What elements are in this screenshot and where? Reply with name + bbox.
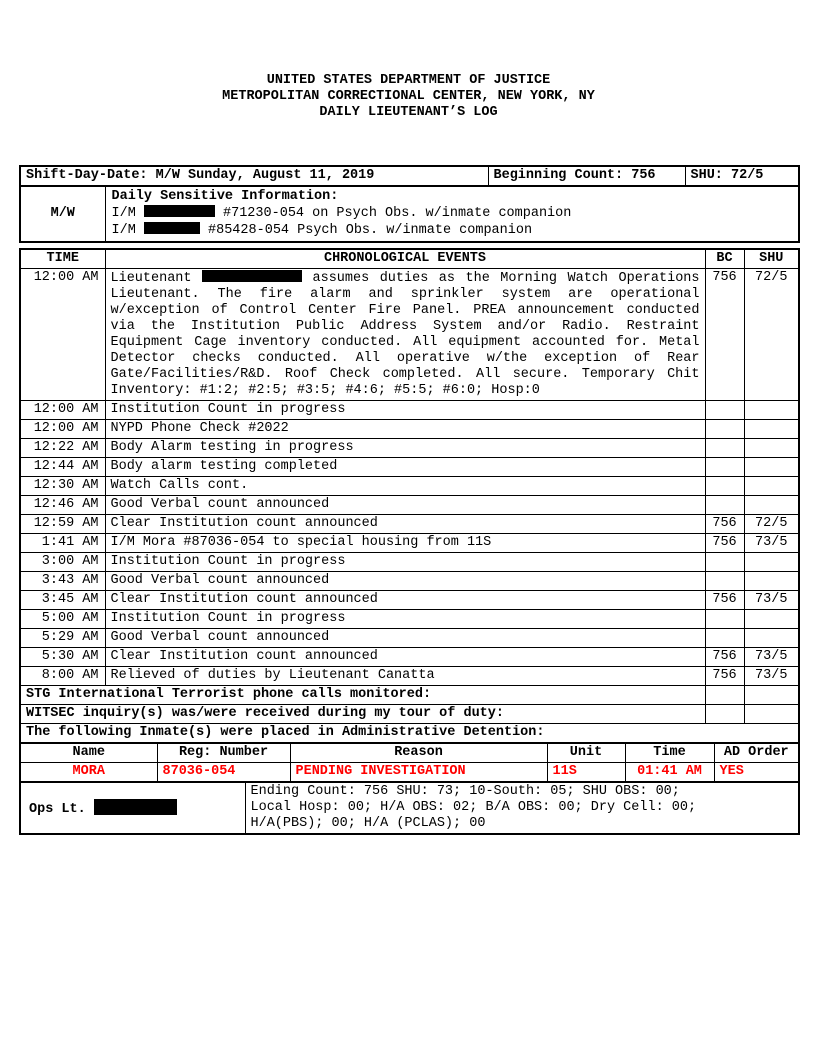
event-text: Body Alarm testing in progress — [105, 439, 705, 458]
event-bc — [705, 629, 744, 648]
sensitive-title: Daily Sensitive Information: — [111, 189, 339, 204]
event-text: Good Verbal count announced — [105, 496, 705, 515]
sensitive-info-row — [20, 186, 799, 242]
event-text: Institution Count in progress — [105, 553, 705, 572]
event-row — [20, 477, 799, 496]
event-shu — [744, 458, 799, 477]
event-bc: 756 — [705, 591, 744, 610]
ending-count-line-2: Local Hosp: 00; H/A OBS: 02; B/A OBS: 00; Dry Cell: 00; — [250, 800, 697, 815]
event-text: Clear Institution count announced — [105, 515, 705, 534]
event-row — [20, 648, 799, 667]
event-text: Clear Institution count announced — [105, 591, 705, 610]
signature-footer-table — [19, 781, 800, 835]
event-row — [20, 439, 799, 458]
event-shu — [744, 477, 799, 496]
detention-header-reason: Reason — [290, 743, 547, 763]
event-time: 12:00 AM — [20, 269, 105, 401]
detention-header-reg: Reg: Number — [157, 743, 290, 763]
sensitive-line: I/M #85428-054 Psych Obs. w/inmate companion — [111, 223, 533, 238]
event-bc: 756 — [705, 515, 744, 534]
shift-day-date: Shift-Day-Date: M/W Sunday, August 11, 2019 — [20, 166, 488, 186]
watch-code: M/W — [20, 186, 105, 242]
event-row — [20, 629, 799, 648]
event-row — [20, 401, 799, 420]
detention-time: 01:41 AM — [625, 763, 714, 783]
event-text: NYPD Phone Check #2022 — [105, 420, 705, 439]
event-time: 12:30 AM — [20, 477, 105, 496]
event-text: I/M Mora #87036-054 to special housing from 11S — [105, 534, 705, 553]
admin-detention-heading-row — [20, 724, 799, 744]
event-shu — [744, 610, 799, 629]
event-text: Lieutenant assumes duties as the Morning Watch Operations Lieutenant. The fire alarm and sprinkler system are operational w/exception of Control Center Fire Panel. PREA announcement conducted via the Institution Public Address System and/or Radio. Restraint Equipment Cage inventory conducted. All equipment accounted for. Metal Detector checks conducted. All operative w/the exception of Rear Gate/Facilities/R&D. Roof Check completed. All secure. Temporary Chit Inventory: #1:2; #2:5; #3:5; #4:6; #5:5; #6:0; Hosp:0 — [105, 269, 705, 401]
ending-count-summary — [245, 782, 799, 834]
event-bc: 756 — [705, 269, 744, 401]
event-time: 3:43 AM — [20, 572, 105, 591]
header-facility: METROPOLITAN CORRECTIONAL CENTER, NEW YORK, NY — [222, 89, 595, 104]
event-bc: 756 — [705, 534, 744, 553]
event-row — [20, 610, 799, 629]
chronological-events-table — [19, 248, 800, 744]
event-row — [20, 572, 799, 591]
events-header-row — [20, 249, 799, 269]
event-shu: 72/5 — [744, 515, 799, 534]
admin-detention-heading: The following Inmate(s) were placed in Administrative Detention: — [20, 724, 799, 744]
events-header-time: TIME — [20, 249, 105, 269]
detention-header-ad-order: AD Order — [714, 743, 799, 763]
event-bc: 756 — [705, 648, 744, 667]
detention-row — [20, 763, 799, 783]
event-text: Good Verbal count announced — [105, 629, 705, 648]
event-time: 12:00 AM — [20, 420, 105, 439]
shift-info-row — [20, 166, 799, 186]
events-body — [20, 269, 799, 686]
event-time: 8:00 AM — [20, 667, 105, 686]
event-row — [20, 667, 799, 686]
event-bc — [705, 572, 744, 591]
redaction-box — [94, 799, 177, 815]
event-shu — [744, 629, 799, 648]
event-row — [20, 515, 799, 534]
event-shu: 73/5 — [744, 667, 799, 686]
event-time: 5:29 AM — [20, 629, 105, 648]
stg-monitored-row — [20, 686, 799, 705]
event-text: Body alarm testing completed — [105, 458, 705, 477]
event-row — [20, 534, 799, 553]
event-text: Watch Calls cont. — [105, 477, 705, 496]
events-header-events: CHRONOLOGICAL EVENTS — [105, 249, 705, 269]
events-header-shu: SHU — [744, 249, 799, 269]
event-text: Clear Institution count announced — [105, 648, 705, 667]
event-time: 5:00 AM — [20, 610, 105, 629]
event-time: 12:46 AM — [20, 496, 105, 515]
events-header-bc: BC — [705, 249, 744, 269]
event-row — [20, 591, 799, 610]
detention-reason: PENDING INVESTIGATION — [290, 763, 547, 783]
event-text: Good Verbal count announced — [105, 572, 705, 591]
ops-lt-label: Ops Lt. — [29, 801, 86, 817]
event-bc: 756 — [705, 667, 744, 686]
event-bc — [705, 458, 744, 477]
header-doc-title: DAILY LIEUTENANT’S LOG — [319, 105, 498, 120]
sensitive-lines — [112, 205, 793, 239]
witsec-inquiry-row — [20, 705, 799, 724]
sensitive-info-cell — [105, 186, 799, 242]
event-shu — [744, 420, 799, 439]
event-bc — [705, 553, 744, 572]
witsec-shu-cell — [744, 705, 799, 724]
beginning-count: Beginning Count: 756 — [488, 166, 685, 186]
header-agency: UNITED STATES DEPARTMENT OF JUSTICE — [266, 73, 551, 88]
event-bc — [705, 420, 744, 439]
detention-inmate-name: MORA — [20, 763, 157, 783]
sensitive-line: I/M #71230-054 on Psych Obs. w/inmate companion — [111, 206, 572, 221]
witsec-inquiry-label: WITSEC inquiry(s) was/were received during my tour of duty: — [20, 705, 705, 724]
event-shu — [744, 439, 799, 458]
witsec-bc-cell — [705, 705, 744, 724]
event-shu: 73/5 — [744, 534, 799, 553]
ending-count-line-3: H/A(PBS); 00; H/A (PCLAS); 00 — [250, 816, 486, 831]
shu-count: SHU: 72/5 — [685, 166, 799, 186]
event-shu — [744, 553, 799, 572]
detention-ad-order: YES — [714, 763, 799, 783]
event-bc — [705, 477, 744, 496]
shift-info-table — [19, 165, 800, 187]
detention-header-name: Name — [20, 743, 157, 763]
event-bc — [705, 496, 744, 515]
event-time: 12:59 AM — [20, 515, 105, 534]
ops-lieutenant-signature — [20, 782, 245, 834]
footer-row — [20, 782, 799, 834]
event-bc — [705, 610, 744, 629]
redaction-box — [202, 270, 302, 282]
detention-header-unit: Unit — [547, 743, 625, 763]
event-bc — [705, 401, 744, 420]
detention-reg-number: 87036-054 — [157, 763, 290, 783]
event-row — [20, 420, 799, 439]
stg-shu-cell — [744, 686, 799, 705]
event-time: 1:41 AM — [20, 534, 105, 553]
event-shu — [744, 496, 799, 515]
redaction-box — [144, 205, 215, 217]
event-row — [20, 269, 799, 401]
event-shu: 72/5 — [744, 269, 799, 401]
event-time: 3:45 AM — [20, 591, 105, 610]
event-row — [20, 553, 799, 572]
detention-header-row — [20, 743, 799, 763]
event-time: 12:00 AM — [20, 401, 105, 420]
event-row — [20, 496, 799, 515]
event-shu — [744, 572, 799, 591]
event-text: Relieved of duties by Lieutenant Canatta — [105, 667, 705, 686]
event-shu: 73/5 — [744, 591, 799, 610]
sensitive-info-table — [19, 185, 800, 243]
event-row — [20, 458, 799, 477]
stg-bc-cell — [705, 686, 744, 705]
event-shu: 73/5 — [744, 648, 799, 667]
event-time: 5:30 AM — [20, 648, 105, 667]
event-time: 12:44 AM — [20, 458, 105, 477]
event-time: 12:22 AM — [20, 439, 105, 458]
event-text: Institution Count in progress — [105, 610, 705, 629]
event-bc — [705, 439, 744, 458]
stg-monitored-label: STG International Terrorist phone calls monitored: — [20, 686, 705, 705]
document-header — [19, 73, 798, 121]
admin-detention-table — [19, 742, 800, 783]
event-time: 3:00 AM — [20, 553, 105, 572]
detention-header-time: Time — [625, 743, 714, 763]
event-shu — [744, 401, 799, 420]
redaction-box — [144, 222, 200, 234]
ending-count-line-1: Ending Count: 756 SHU: 73; 10-South: 05; SHU OBS: 00; — [250, 784, 680, 799]
event-text: Institution Count in progress — [105, 401, 705, 420]
detention-unit: 11S — [547, 763, 625, 783]
